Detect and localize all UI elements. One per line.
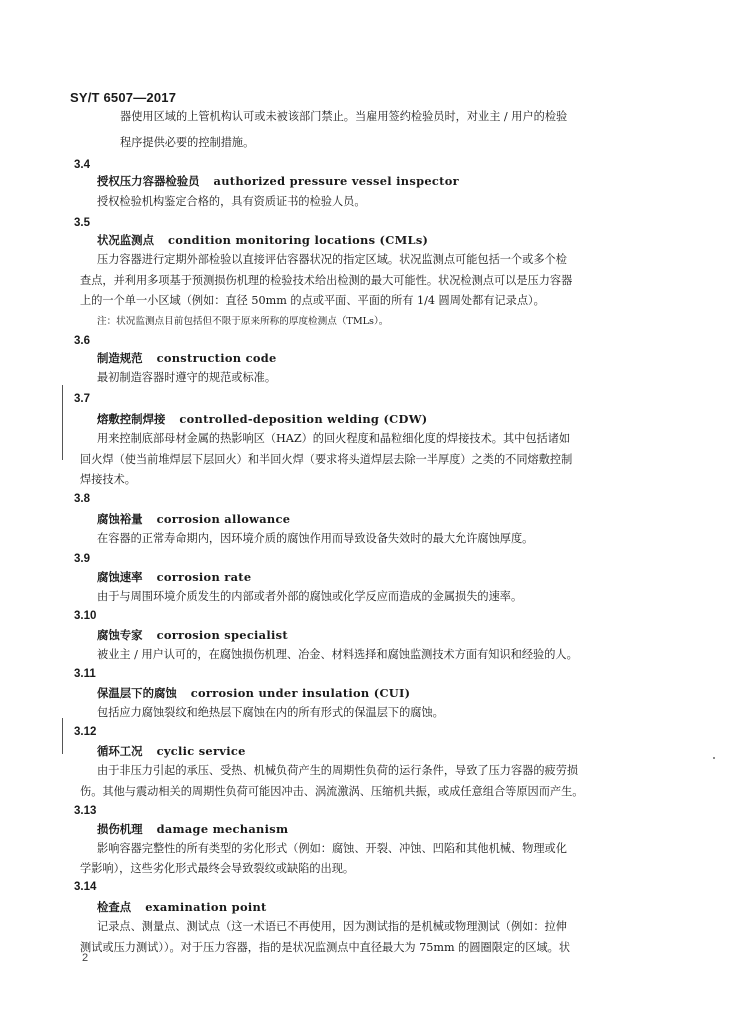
- term-chinese: 循环工况: [97, 744, 143, 758]
- term-heading: [97, 686, 410, 700]
- definition-line: 影响容器完整性的所有类型的劣化形式（例如：腐蚀、开裂、冲蚀、凹陷和其他机械、物理或化: [97, 842, 567, 855]
- definition-line: 最初制造容器时遵守的规范或标准。: [97, 371, 277, 384]
- term-chinese: 授权压力容器检验员: [97, 174, 200, 188]
- definition-note: 注：状况监测点目前包括但不限于原来所称的厚度检测点（TMLs）。: [97, 316, 389, 327]
- definition-line: 压力容器进行定期外部检验以直接评估容器状况的指定区域。状况监测点可能包括一个或多个检: [97, 253, 567, 266]
- term-chinese: 腐蚀裕量: [97, 512, 143, 526]
- term-heading: [97, 233, 428, 247]
- definition-line: 回火焊（使当前堆焊层下层回火）和半回火焊（要求将头道焊层去除一半厚度）之类的不同熔敷控制: [80, 453, 573, 466]
- definition-line: 查点，并利用多项基于预测损伤机理的检验技术给出检测的最大可能性。状况检测点可以是压力容器: [80, 274, 573, 287]
- definition-line: 由于非压力引起的承压、受热、机械负荷产生的周期性负荷的运行条件，导致了压力容器的疲劳损: [97, 764, 579, 777]
- term-english: corrosion allowance: [156, 512, 291, 526]
- section-number: 3.10: [74, 610, 97, 622]
- definition-line: 伤。其他与震动相关的周期性负荷可能因冲击、涡流激涡、压缩机共振，或成任意组合等原因而产生。: [80, 785, 584, 798]
- term-chinese: 腐蚀速率: [97, 570, 143, 584]
- change-bar: [62, 385, 63, 460]
- term-heading: [97, 412, 427, 426]
- definition-line: 上的一个单一小区域（例如：直径 50mm 的点或平面、平面的所有 1/4 圆周处都有记录点）。: [80, 294, 545, 307]
- section-number: 3.13: [74, 805, 97, 817]
- standard-code-header: SY/T 6507—2017: [70, 90, 177, 105]
- section-number: 3.11: [74, 668, 96, 680]
- definition-line: 授权检验机构鉴定合格的，具有资质证书的检验人员。: [97, 195, 366, 208]
- term-heading: [97, 351, 277, 365]
- definition-line: 学影响），这些劣化形式最终会导致裂纹或缺陷的出现。: [80, 862, 355, 875]
- term-heading: [97, 570, 251, 584]
- term-english: damage mechanism: [156, 822, 289, 836]
- paragraph-line: 程序提供必要的控制措施。: [120, 136, 255, 149]
- section-number: 3.4: [74, 159, 90, 171]
- term-english: authorized pressure vessel inspector: [213, 174, 459, 188]
- definition-line: 记录点、测量点、测试点（这一术语已不再使用，因为测试指的是机械或物理测试（例如：拉伸: [97, 920, 567, 933]
- section-number: 3.12: [74, 726, 97, 738]
- term-english: corrosion rate: [156, 570, 252, 584]
- term-chinese: 制造规范: [97, 351, 143, 365]
- term-heading: [97, 744, 246, 758]
- term-heading: [97, 628, 288, 642]
- term-heading: [97, 822, 288, 836]
- definition-line: 测试或压力测试））。对于压力容器，指的是状况监测点中直径最大为 75mm 的圆圈限定的区域。状: [80, 941, 571, 954]
- term-english: corrosion specialist: [156, 628, 288, 642]
- term-heading: [97, 900, 267, 914]
- definition-line: 被业主 / 用户认可的，在腐蚀损伤机理、冶金、材料选择和腐蚀监测技术方面有知识和经验的人。: [97, 648, 578, 661]
- definition-line: 由于与周围环境介质发生的内部或者外部的腐蚀或化学反应而造成的金属损失的速率。: [97, 590, 523, 603]
- definition-line: 焊接技术。: [80, 473, 136, 486]
- term-chinese: 保温层下的腐蚀: [97, 686, 177, 700]
- term-english: construction code: [156, 351, 277, 365]
- term-english: condition monitoring locations (CMLs): [167, 233, 429, 247]
- section-number: 3.7: [74, 393, 90, 405]
- scan-speck: [713, 757, 715, 759]
- paragraph-line: 器使用区域的上管机构认可或未被该部门禁止。当雇用签约检验员时，对业主 / 用户的检验: [120, 110, 568, 123]
- section-number: 3.5: [74, 217, 90, 229]
- definition-line: 在容器的正常寿命期内，因环境介质的腐蚀作用而导致设备失效时的最大允许腐蚀厚度。: [97, 532, 534, 545]
- term-english: examination point: [145, 900, 267, 914]
- term-english: controlled-deposition welding (CDW): [179, 412, 428, 426]
- section-number: 3.14: [74, 881, 97, 893]
- section-number: 3.9: [74, 553, 90, 565]
- term-chinese: 损伤机理: [97, 822, 143, 836]
- page-number: 2: [82, 952, 89, 964]
- term-chinese: 熔敷控制焊接: [97, 412, 166, 426]
- definition-line: 用来控制底部母材金属的热影响区（HAZ）的回火程度和晶粒细化度的焊接技术。其中包括诸如: [97, 432, 571, 445]
- term-heading: [97, 512, 290, 526]
- term-chinese: 腐蚀专家: [97, 628, 143, 642]
- section-number: 3.6: [74, 335, 90, 347]
- section-number: 3.8: [74, 493, 90, 505]
- term-heading: [97, 174, 459, 188]
- definition-line: 包括应力腐蚀裂纹和绝热层下腐蚀在内的所有形式的保温层下的腐蚀。: [97, 706, 444, 719]
- term-english: corrosion under insulation (CUI): [190, 686, 411, 700]
- term-chinese: 检查点: [97, 900, 132, 914]
- change-bar: [62, 718, 63, 754]
- term-chinese: 状况监测点: [97, 233, 154, 247]
- term-english: cyclic service: [156, 744, 246, 758]
